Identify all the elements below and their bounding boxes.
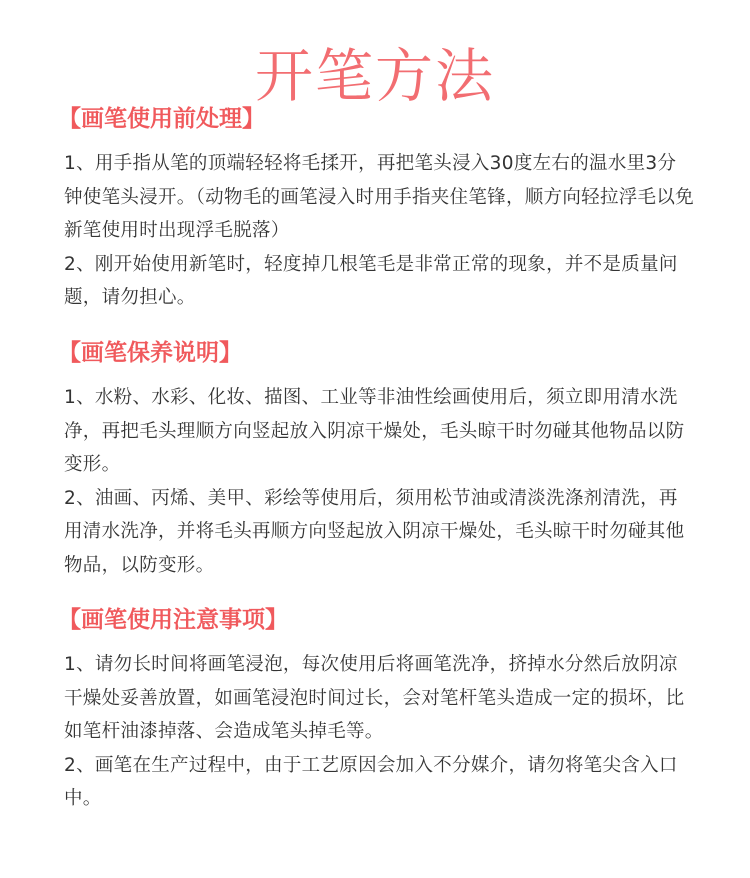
paragraph: 1、请勿长时间将画笔浸泡，每次使用后将画笔洗净，挤掉水分然后放阴凉干燥处妥善放置，如画笔浸泡时间过长，会对笔杆笔头造成一定的损坏，比如笔杆油漆掉落、会造成笔头掉毛等。	[64, 654, 685, 742]
page-title: 开笔方法	[254, 41, 495, 110]
paragraph: 1、用手指从笔的顶端轻轻将毛揉开，再把笔头浸入30度左右的温水里3分钟使笔头浸开。（动物毛的画笔浸入时用手指夹住笔锋，顺方向轻拉浮毛以免新笔使用时出现浮毛脱落）	[64, 153, 694, 241]
paragraph: 2、油画、丙烯、美甲、彩绘等使用后，须用松节油或清淡洗涤剂清洗，再用清水洗净，并将毛头再顺方向竖起放入阴凉干燥处，毛头晾干时勿碰其他物品，以防变形。	[64, 487, 685, 576]
section-usage-notes	[58, 606, 694, 816]
section-maintenance	[58, 339, 694, 582]
paragraph: 1、水粉、水彩、化妆、描图、工业等非油性绘画使用后，须立即用清水洗净，再把毛头理顺方向竖起放入阴凉干燥处，毛头晾干时勿碰其他物品以防变形。	[64, 387, 685, 475]
paragraph: 2、刚开始使用新笔时，轻度掉几根笔毛是非常正常的现象，并不是质量问题，请勿担心。	[64, 253, 678, 308]
section-pre-use-treatment	[58, 105, 694, 315]
section-heading: 【画笔保养说明】	[58, 340, 242, 366]
section-heading: 【画笔使用注意事项】	[58, 607, 288, 633]
section-heading: 【画笔使用前处理】	[58, 106, 265, 132]
paragraph: 2、画笔在生产过程中，由于工艺原因会加入不分媒介，请勿将笔尖含入口中。	[64, 754, 678, 809]
